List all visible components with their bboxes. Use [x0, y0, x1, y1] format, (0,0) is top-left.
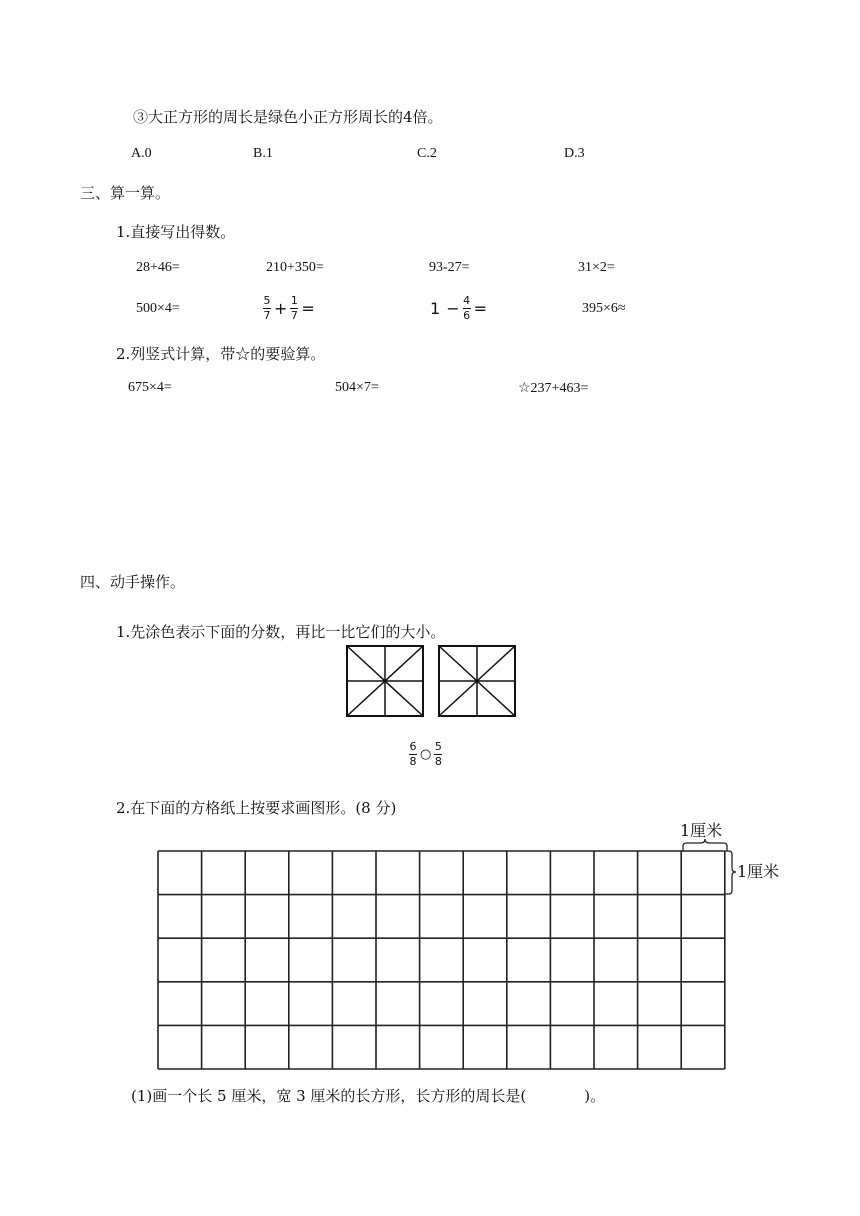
denominator: 6	[463, 309, 471, 322]
fraction-square-left[interactable]	[346, 645, 424, 717]
question-item-3: ③大正方形的周长是绿色小正方形周长的4倍。	[133, 108, 443, 126]
numerator: 1	[290, 294, 298, 307]
oral-calc-4: 31×2=	[578, 260, 615, 275]
oral-calc-8: 395×6≈	[582, 301, 626, 316]
oral-calc-5: 500×4=	[136, 301, 180, 316]
fraction	[409, 741, 417, 768]
numerator: 5	[434, 740, 442, 753]
denominator: 8	[434, 755, 442, 768]
choice-a[interactable]: A.0	[131, 146, 152, 161]
sub-question-1-text: (1)画一个长 5 厘米，宽 3 厘米的长方形，长方形的周长是(	[131, 1087, 527, 1105]
equals-sign: =	[473, 299, 487, 318]
choice-b[interactable]: B.1	[253, 146, 273, 161]
section-4-q2-title: 2.在下面的方格纸上按要求画图形。(8 分)	[116, 799, 397, 817]
equals-sign: =	[301, 299, 315, 318]
plus-sign: +	[274, 299, 288, 318]
minus-sign: −	[446, 299, 460, 318]
vertical-calc-3: ☆237+463=	[518, 381, 589, 396]
sub-question-1	[131, 1085, 605, 1106]
brace-side-icon	[725, 851, 736, 894]
oral-calc-3: 93-27=	[429, 260, 470, 275]
denominator: 7	[290, 309, 298, 322]
choice-c[interactable]: C.2	[417, 146, 437, 161]
fraction	[290, 295, 298, 322]
section-3-q1-title: 1.直接写出得数。	[116, 223, 236, 241]
fraction-addition	[263, 295, 318, 322]
sub-question-1-end: )。	[584, 1087, 606, 1105]
brace-top-icon	[683, 839, 727, 851]
denominator: 7	[263, 309, 271, 322]
unit-label-top: 1厘米	[680, 821, 723, 840]
section-4-title: 四、动手操作。	[80, 573, 186, 591]
numerator: 4	[463, 294, 471, 307]
numerator: 6	[409, 740, 417, 753]
compare-circle[interactable]: ○	[420, 747, 432, 762]
fraction-comparison	[409, 741, 442, 768]
oral-calc-1: 28+46=	[136, 260, 180, 275]
choice-d[interactable]: D.3	[564, 146, 585, 161]
vertical-calc-2: 504×7=	[335, 380, 379, 395]
fraction-subtraction	[430, 295, 490, 322]
unit-label-side: 1厘米	[737, 862, 780, 881]
grid-paper[interactable]	[150, 818, 800, 1078]
fraction	[263, 295, 271, 322]
fraction	[434, 741, 442, 768]
oral-calc-2: 210+350=	[266, 260, 324, 275]
section-3-q2-title: 2.列竖式计算，带☆的要验算。	[116, 345, 326, 363]
vertical-calc-1: 675×4=	[128, 380, 172, 395]
section-3-title: 三、算一算。	[80, 184, 171, 202]
section-4-q1-title: 1.先涂色表示下面的分数，再比一比它们的大小。	[116, 623, 446, 641]
numerator: 5	[263, 294, 271, 307]
fraction-square-right[interactable]	[438, 645, 516, 717]
whole-number: 1	[430, 299, 441, 318]
fraction	[463, 295, 471, 322]
denominator: 8	[409, 755, 417, 768]
